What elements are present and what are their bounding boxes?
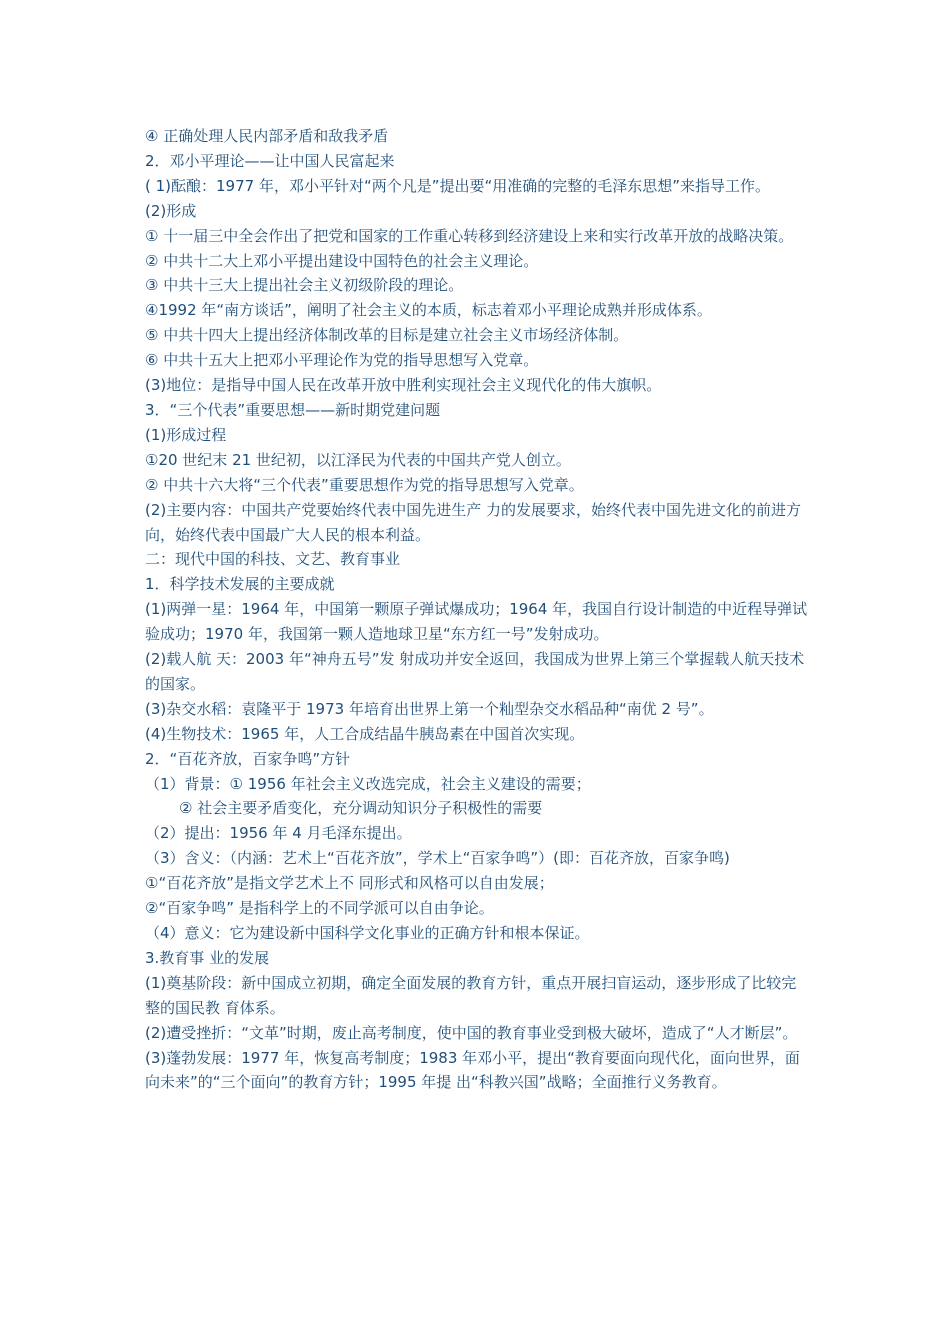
text-line: (4)生物技术：1965 年，人工合成结晶牛胰岛素在中国首次实现。 [145,724,585,743]
section-heading: 3．“三个代表”重要思想——新时期党建问题 [145,400,441,419]
text-line: (2)主要内容：中国共产党要始终代表中国先进生产 力的发展要求，始终代表中国先进文化的前进方向，始终代表中国最广大人民的根本利益。 [145,500,802,544]
text-line: (2)形成 [145,201,197,220]
text-line: (1)形成过程 [145,425,227,444]
text-line: (3)蓬勃发展：1977 年，恢复高考制度；1983 年邓小平，提出“教育要面向现代化，面向世界，面向未来”的“三个面向”的教育方针；1995 年提 出“科教兴国”战略；全面推行义务教育。 [145,1048,800,1092]
text-line: （1）背景：① 1956 年社会主义改选完成，社会主义建设的需要； [145,774,591,793]
text-line: ④ 正确处理人民内部矛盾和敌我矛盾 [145,127,389,145]
text-line: （2）提出：1956 年 4 月毛泽东提出。 [145,824,412,843]
text-line: (1)奠基阶段：新中国成立初期，确定全面发展的教育方针，重点开展扫盲运动，逐步形成了比较完整的国民教 育体系。 [145,973,797,1017]
text-line: ①20 世纪末 21 世纪初，以江泽民为代表的中国共产党人创立。 [145,450,571,469]
text-line: ② 中共十六大将“三个代表”重要思想作为党的指导思想写入党章。 [145,475,584,494]
section-heading: 2．“百花齐放，百家争鸣”方针 [145,749,351,768]
text-line: ② 社会主要矛盾变化，充分调动知识分子积极性的需要 [179,799,543,818]
text-line: ①“百花齐放”是指文学艺术上不 同形式和风格可以自由发展； [145,874,554,893]
document-body [145,124,810,1095]
text-line: ⑤ 中共十四大上提出经济体制改革的目标是建立社会主义市场经济体制。 [145,326,629,345]
text-line: ④1992 年“南方谈话”，阐明了社会主义的本质，标志着邓小平理论成熟并形成体系。 [145,301,712,320]
section-heading: 3.教育事 业的发展 [145,948,270,967]
text-line: （4）意义：它为建设新中国科学文化事业的正确方针和根本保证。 [145,924,590,942]
text-line: ② 中共十二大上邓小平提出建设中国特色的社会主义理论。 [145,251,539,270]
part-heading: 二：现代中国的科技、文艺、教育事业 [145,550,401,569]
section-heading: 2．邓小平理论——让中国人民富起来 [145,151,395,170]
text-line: ( 1)酝酿：1977 年，邓小平针对“两个凡是”提出要“用准确的完整的毛泽东思想”来指导工作。 [145,176,771,195]
text-line: ③ 中共十三大上提出社会主义初级阶段的理论。 [145,276,464,295]
text-line: (2)载人航 天：2003 年“神舟五号”发 射成功并安全返回，我国成为世界上第三个掌握载人航天技术的国家。 [145,650,805,693]
section-heading: 1．科学技术发展的主要成就 [145,575,335,594]
text-line: （3）含义：（内涵：艺术上“百花齐放”，学术上“百家争鸣”）(即：百花齐放，百家争鸣) [145,849,730,868]
text-line: ⑥ 中共十五大上把邓小平理论作为党的指导思想写入党章。 [145,351,539,370]
text-line: (2)遭受挫折：“文革”时期，废止高考制度，使中国的教育事业受到极大破坏，造成了“人才断层”。 [145,1023,798,1042]
text-line: ① 十一届三中全会作出了把党和国家的工作重心转移到经济建设上来和实行改革开放的战略决策。 [145,226,794,245]
text-line: (3)地位：是指导中国人民在改革开放中胜利实现社会主义现代化的伟大旗帜。 [145,376,662,395]
text-line: (3)杂交水稻：袁隆平于 1973 年培育出世界上第一个籼型杂交水稻品种“南优 2 号”。 [145,699,714,718]
text-line: (1)两弹一星：1964 年，中国第一颗原子弹试爆成功；1964 年，我国自行设计制造的中近程导弹试验成功；1970 年，我国第一颗人造地球卫星“东方红一号”发射成功。 [145,600,808,644]
text-line: ②“百家争鸣” 是指科学上的不同学派可以自由争论。 [145,899,494,918]
